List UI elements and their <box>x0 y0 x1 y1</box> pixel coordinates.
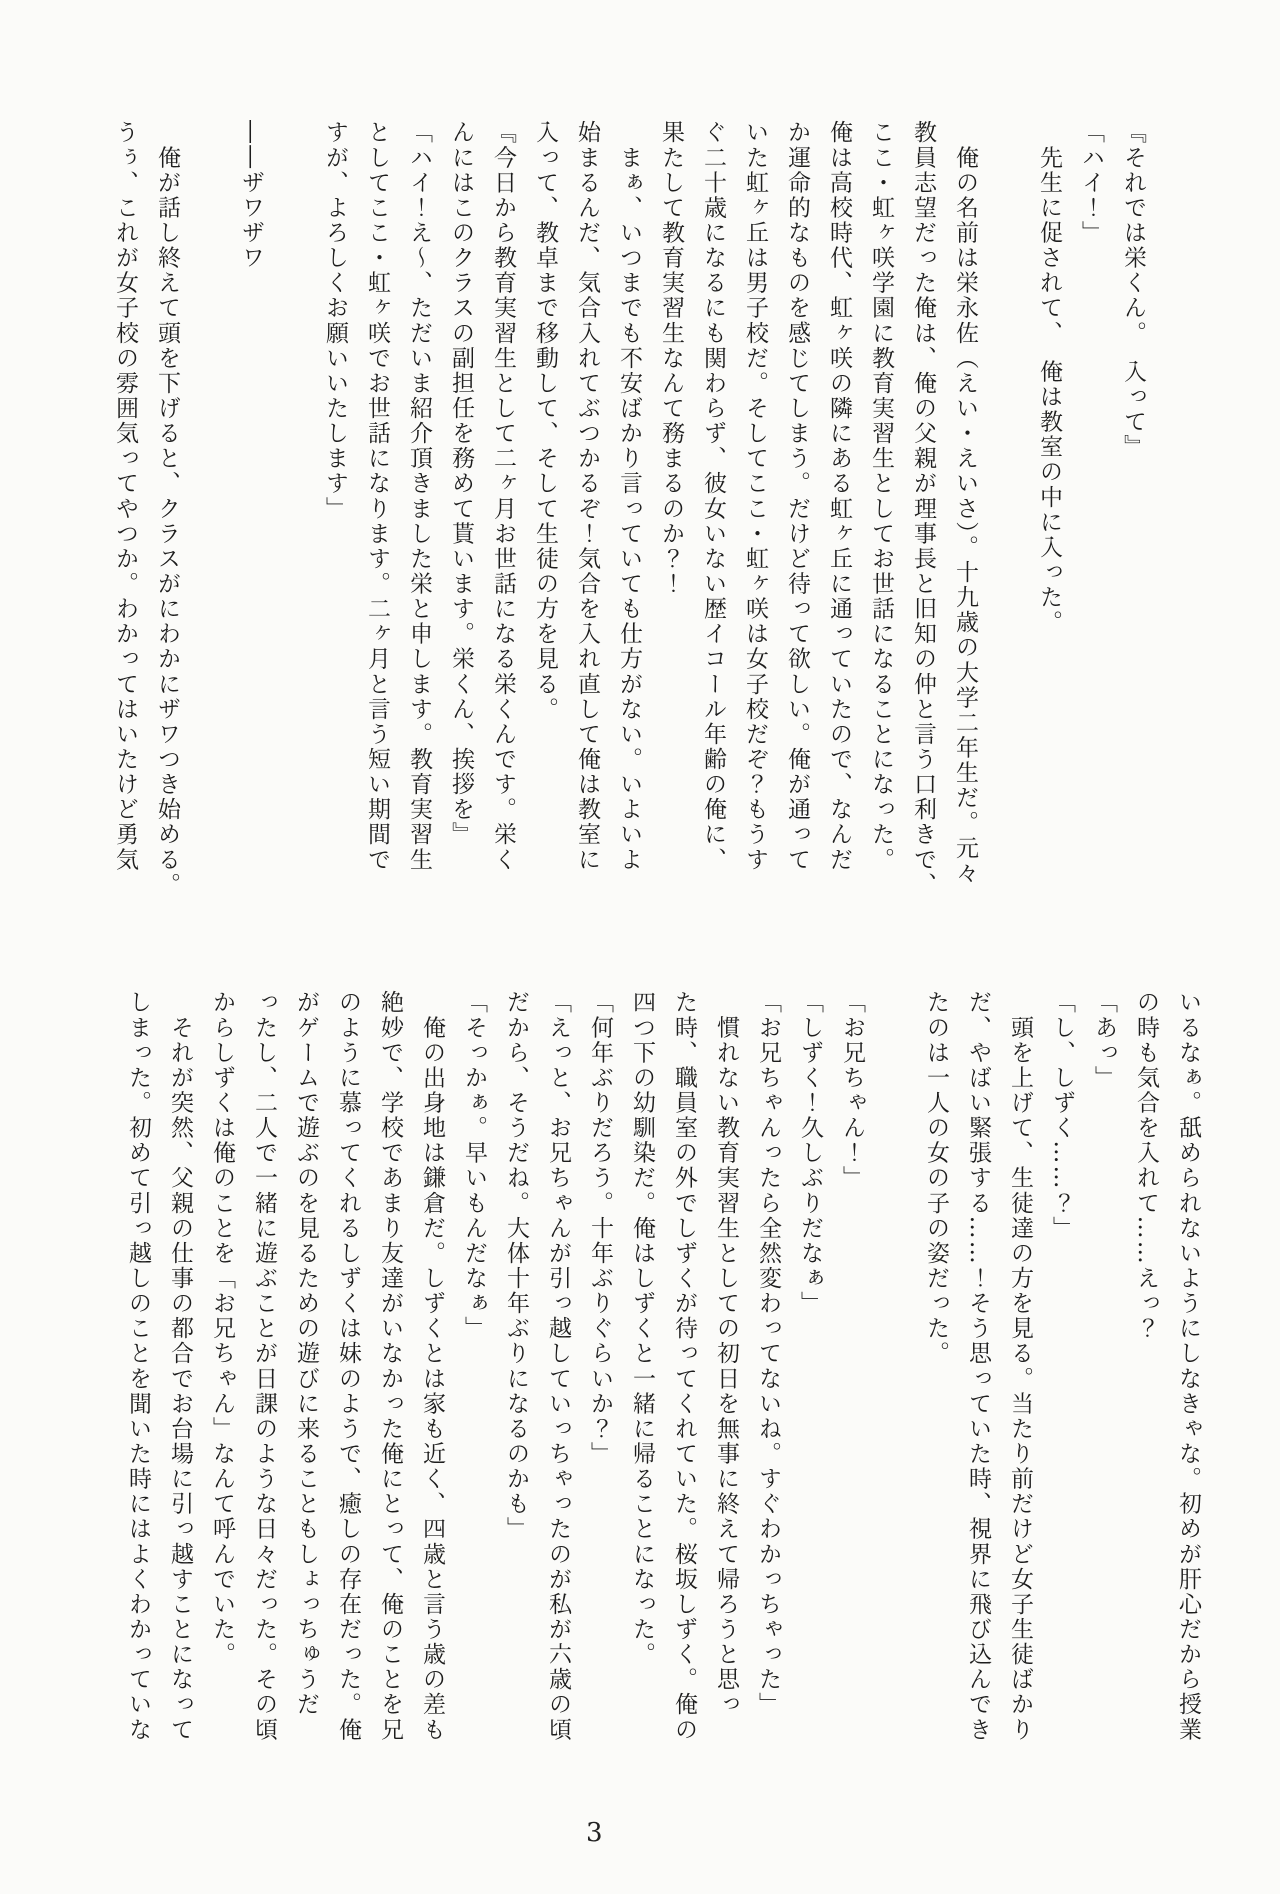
text-block-lower <box>117 990 1209 1785</box>
text-line: 俺が話し終えて頭を下げると、クラスがにわかにザワつき始める。 <box>154 120 180 898</box>
text-line: だから、そうだね。大体十年ぶりになるのかも」 <box>503 990 529 1542</box>
text-line: しまった。初めて引っ越しのことを聞いた時にはよくわかっていな <box>125 990 151 1743</box>
text-line: 「ハイ！え〜、ただいま紹介頂きました栄と申します。教育実習生 <box>406 120 432 873</box>
text-line: 四つ下の幼馴染だ。俺はしずくと一緒に帰ることになった。 <box>629 990 655 1667</box>
text-line: 「し、しずく……？」 <box>1049 990 1075 1241</box>
text-line: うぅ、これが女子校の雰囲気ってやつか。わかってはいたけど勇気 <box>112 120 138 873</box>
text-line: んにはこのクラスの副担任を務めて貰います。栄くん、挨拶を』 <box>448 120 474 848</box>
blank-line <box>272 120 314 915</box>
text-line: からしずくは俺のことを「お兄ちゃん」なんて呼んでいた。 <box>209 990 235 1667</box>
text-line: 「しずく！久しぶりだなぁ」 <box>797 990 823 1316</box>
text-line: 始まるんだ、気合入れてぶつかるぞ！気合を入れ直して俺は教室に <box>574 120 600 873</box>
text-line: 『それでは栄くん。 入って』 <box>1120 120 1146 460</box>
text-block-upper <box>104 120 1154 915</box>
text-line: 「あっ」 <box>1091 990 1117 1091</box>
text-line: 「何年ぶりだろう。十年ぶりぐらいか？」 <box>587 990 613 1467</box>
text-line: ――ザワザワ <box>238 120 264 271</box>
text-line: た時、職員室の外でしずくが待ってくれていた。桜坂しずく。俺の <box>671 990 697 1743</box>
text-line: 「お兄ちゃん！」 <box>839 990 865 1191</box>
text-line: いた虹ヶ丘は男子校だ。そしてここ・虹ヶ咲は女子校だぞ？もうす <box>742 120 768 873</box>
text-line: 教員志望だった俺は、俺の父親が理事長と旧知の仲と言う口利きで、 <box>910 120 936 898</box>
text-line: 『今日から教育実習生として二ヶ月お世話になる栄くんです。栄く <box>490 120 516 873</box>
text-line: いるなぁ。舐められないようにしなきゃな。初めが肝心だから授業 <box>1175 990 1201 1743</box>
text-line: 俺の名前は栄永佐（えい・えいさ）。十九歳の大学二年生だ。元々 <box>952 120 978 886</box>
blank-line <box>986 120 1028 915</box>
text-line: 絶妙で、学校であまり友達がいなかった俺にとって、俺のことを兄 <box>377 990 403 1743</box>
text-line: ぐ二十歳になるにも関わらず、彼女いない歴イコール年齢の俺に、 <box>700 120 726 873</box>
blank-line <box>188 120 230 915</box>
text-line: 入って、教卓まで移動して、そして生徒の方を見る。 <box>532 120 558 722</box>
text-line: 「お兄ちゃんったら全然変わってないね。すぐわかっちゃった」 <box>755 990 781 1718</box>
text-line: 俺は高校時代、虹ヶ咲の隣にある虹ヶ丘に通っていたので、なんだ <box>826 120 852 873</box>
text-line: がゲームで遊ぶのを見るための遊びに来ることもしょっちゅうだ <box>293 990 319 1718</box>
text-line: だ、やばい緊張する……！そう思っていた時、視界に飛び込んでき <box>965 990 991 1743</box>
text-line: 先生に促されて、 俺は教室の中に入った。 <box>1036 120 1062 635</box>
text-line: 「そっかぁ。早いもんだなぁ」 <box>461 990 487 1341</box>
text-line: たのは一人の女の子の姿だった。 <box>923 990 949 1367</box>
text-line: 果たして教育実習生なんて務まるのか？！ <box>658 120 684 597</box>
text-line: それが突然、父親の仕事の都合でお台場に引っ越すことになって <box>167 990 193 1743</box>
text-line: ったし、二人で一緒に遊ぶことが日課のような日々だった。その頃 <box>251 990 277 1743</box>
text-line: 慣れない教育実習生としての初日を無事に終えて帰ろうと思っ <box>713 990 739 1718</box>
text-line: まぁ、いつまでも不安ばかり言っていても仕方がない。いよいよ <box>616 120 642 873</box>
text-line: 頭を上げて、生徒達の方を見る。当たり前だけど女子生徒ばかり <box>1007 990 1033 1743</box>
text-line: のように慕ってくれるしずくは妹のようで、癒しの存在だった。俺 <box>335 990 361 1743</box>
text-line: ここ・虹ヶ咲学園に教育実習生としてお世話になることになった。 <box>868 120 894 873</box>
text-line: か運命的なものを感じてしまう。だけど待って欲しい。俺が通って <box>784 120 810 873</box>
page-number: 3 <box>586 1818 603 1848</box>
text-line: の時も気合を入れて……えっ？ <box>1133 990 1159 1341</box>
text-line: すが、よろしくお願いいたします」 <box>322 120 348 522</box>
text-line: 「えっと、お兄ちゃんが引っ越していっちゃったのが私が六歳の頃 <box>545 990 571 1743</box>
text-line: 「ハイ！」 <box>1078 120 1104 246</box>
text-line: としてここ・虹ヶ咲でお世話になります。二ヶ月と言う短い期間で <box>364 120 390 873</box>
blank-line <box>873 990 915 1785</box>
text-line: 俺の出身地は鎌倉だ。しずくとは家も近く、四歳と言う歳の差も <box>419 990 445 1743</box>
